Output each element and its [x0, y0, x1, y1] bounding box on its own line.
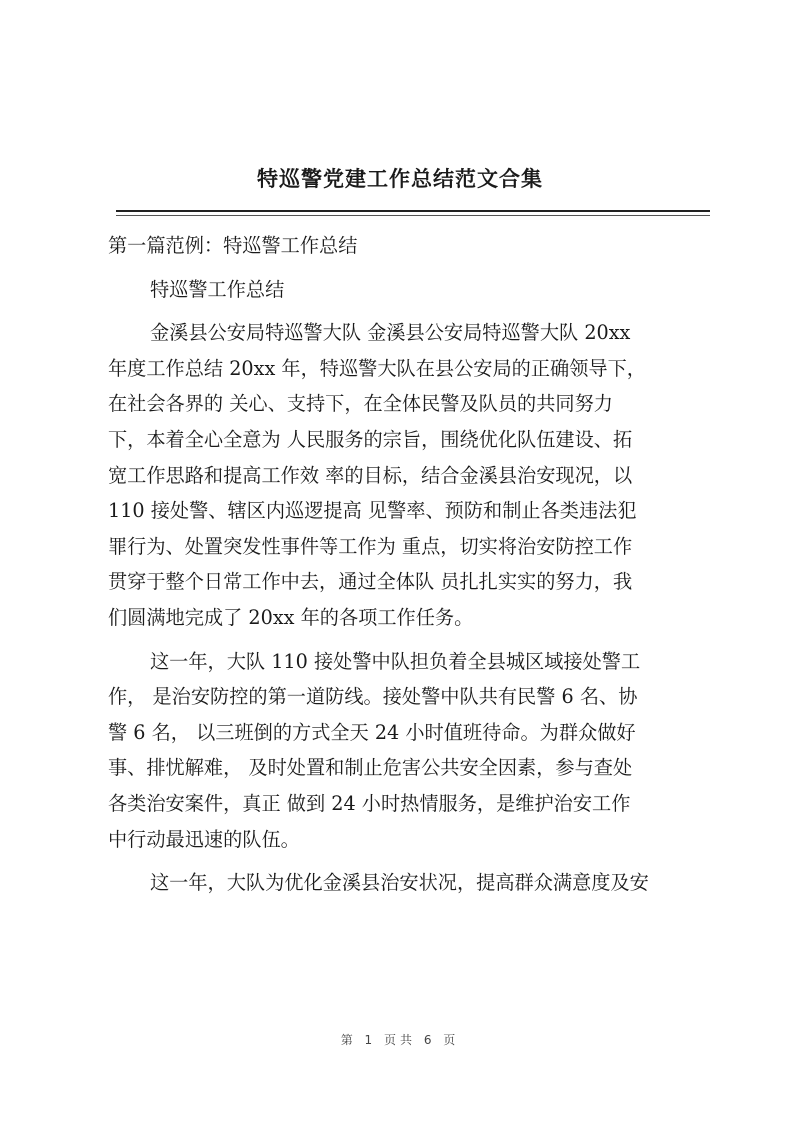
- title-underline-thin: [116, 215, 710, 216]
- paragraph-line: 这一年，大队 110 接处警中队担负着全县城区域接处警工: [150, 649, 641, 673]
- paragraph-line: 宽工作思路和提高工作效 率的目标，结合金溪县治安现况，以: [108, 463, 633, 487]
- subheading: 特巡警工作总结: [150, 277, 285, 301]
- paragraph-line: 这一年，大队为优化金溪县治安状况，提高群众满意度及安: [150, 871, 649, 895]
- paragraph-line: 事、排忧解难， 及时处置和制止危害公共安全因素，参与查处: [108, 756, 633, 780]
- paragraph-3: [108, 865, 708, 901]
- paragraph-line: 各类治安案件，真正 做到 24 小时热情服务，是维护治安工作: [108, 791, 631, 815]
- paragraph-line: 年度工作总结 20xx 年，特巡警大队在县公安局的正确领导下，: [108, 356, 646, 380]
- paragraph-line: 警 6 名， 以三班倒的方式全天 24 小时值班待命。为群众做好: [108, 720, 636, 744]
- page-number: 第 1 页共 6 页: [340, 1033, 460, 1047]
- section-heading: 第一篇范例：特巡警工作总结: [108, 234, 358, 257]
- paragraph-line: 们圆满地完成了 20xx 年的各项工作任务。: [108, 605, 474, 629]
- paragraph-1: [108, 315, 708, 635]
- paragraph-line: 中行动最迅速的队伍。: [108, 827, 300, 851]
- paragraph-line: 作， 是治安防控的第一道防线。接处警中队共有民警 6 名、协: [108, 685, 638, 709]
- title-underline: [116, 210, 710, 212]
- page-title: 特巡警党建工作总结范文合集: [257, 167, 543, 191]
- document-body: [108, 228, 708, 901]
- paragraph-line: 罪行为、处置突发性事件等工作为 重点，切实将治安防控工作: [108, 534, 633, 558]
- paragraph-line: 110 接处警、辖区内巡逻提高 见警率、预防和制止各类违法犯: [108, 499, 637, 523]
- paragraph-line: 贯穿于整个日常工作中去，通过全体队 员扎扎实实的努力，我: [108, 570, 633, 594]
- paragraph-2: [108, 644, 708, 858]
- paragraph-line: 金溪县公安局特巡警大队 金溪县公安局特巡警大队 20xx: [150, 321, 631, 345]
- paragraph-line: 在社会各界的 关心、支持下，在全体民警及队员的共同努力: [108, 392, 613, 416]
- paragraph-line: 下，本着全心全意为 人民服务的宗旨，围绕优化队伍建设、拓: [108, 427, 633, 451]
